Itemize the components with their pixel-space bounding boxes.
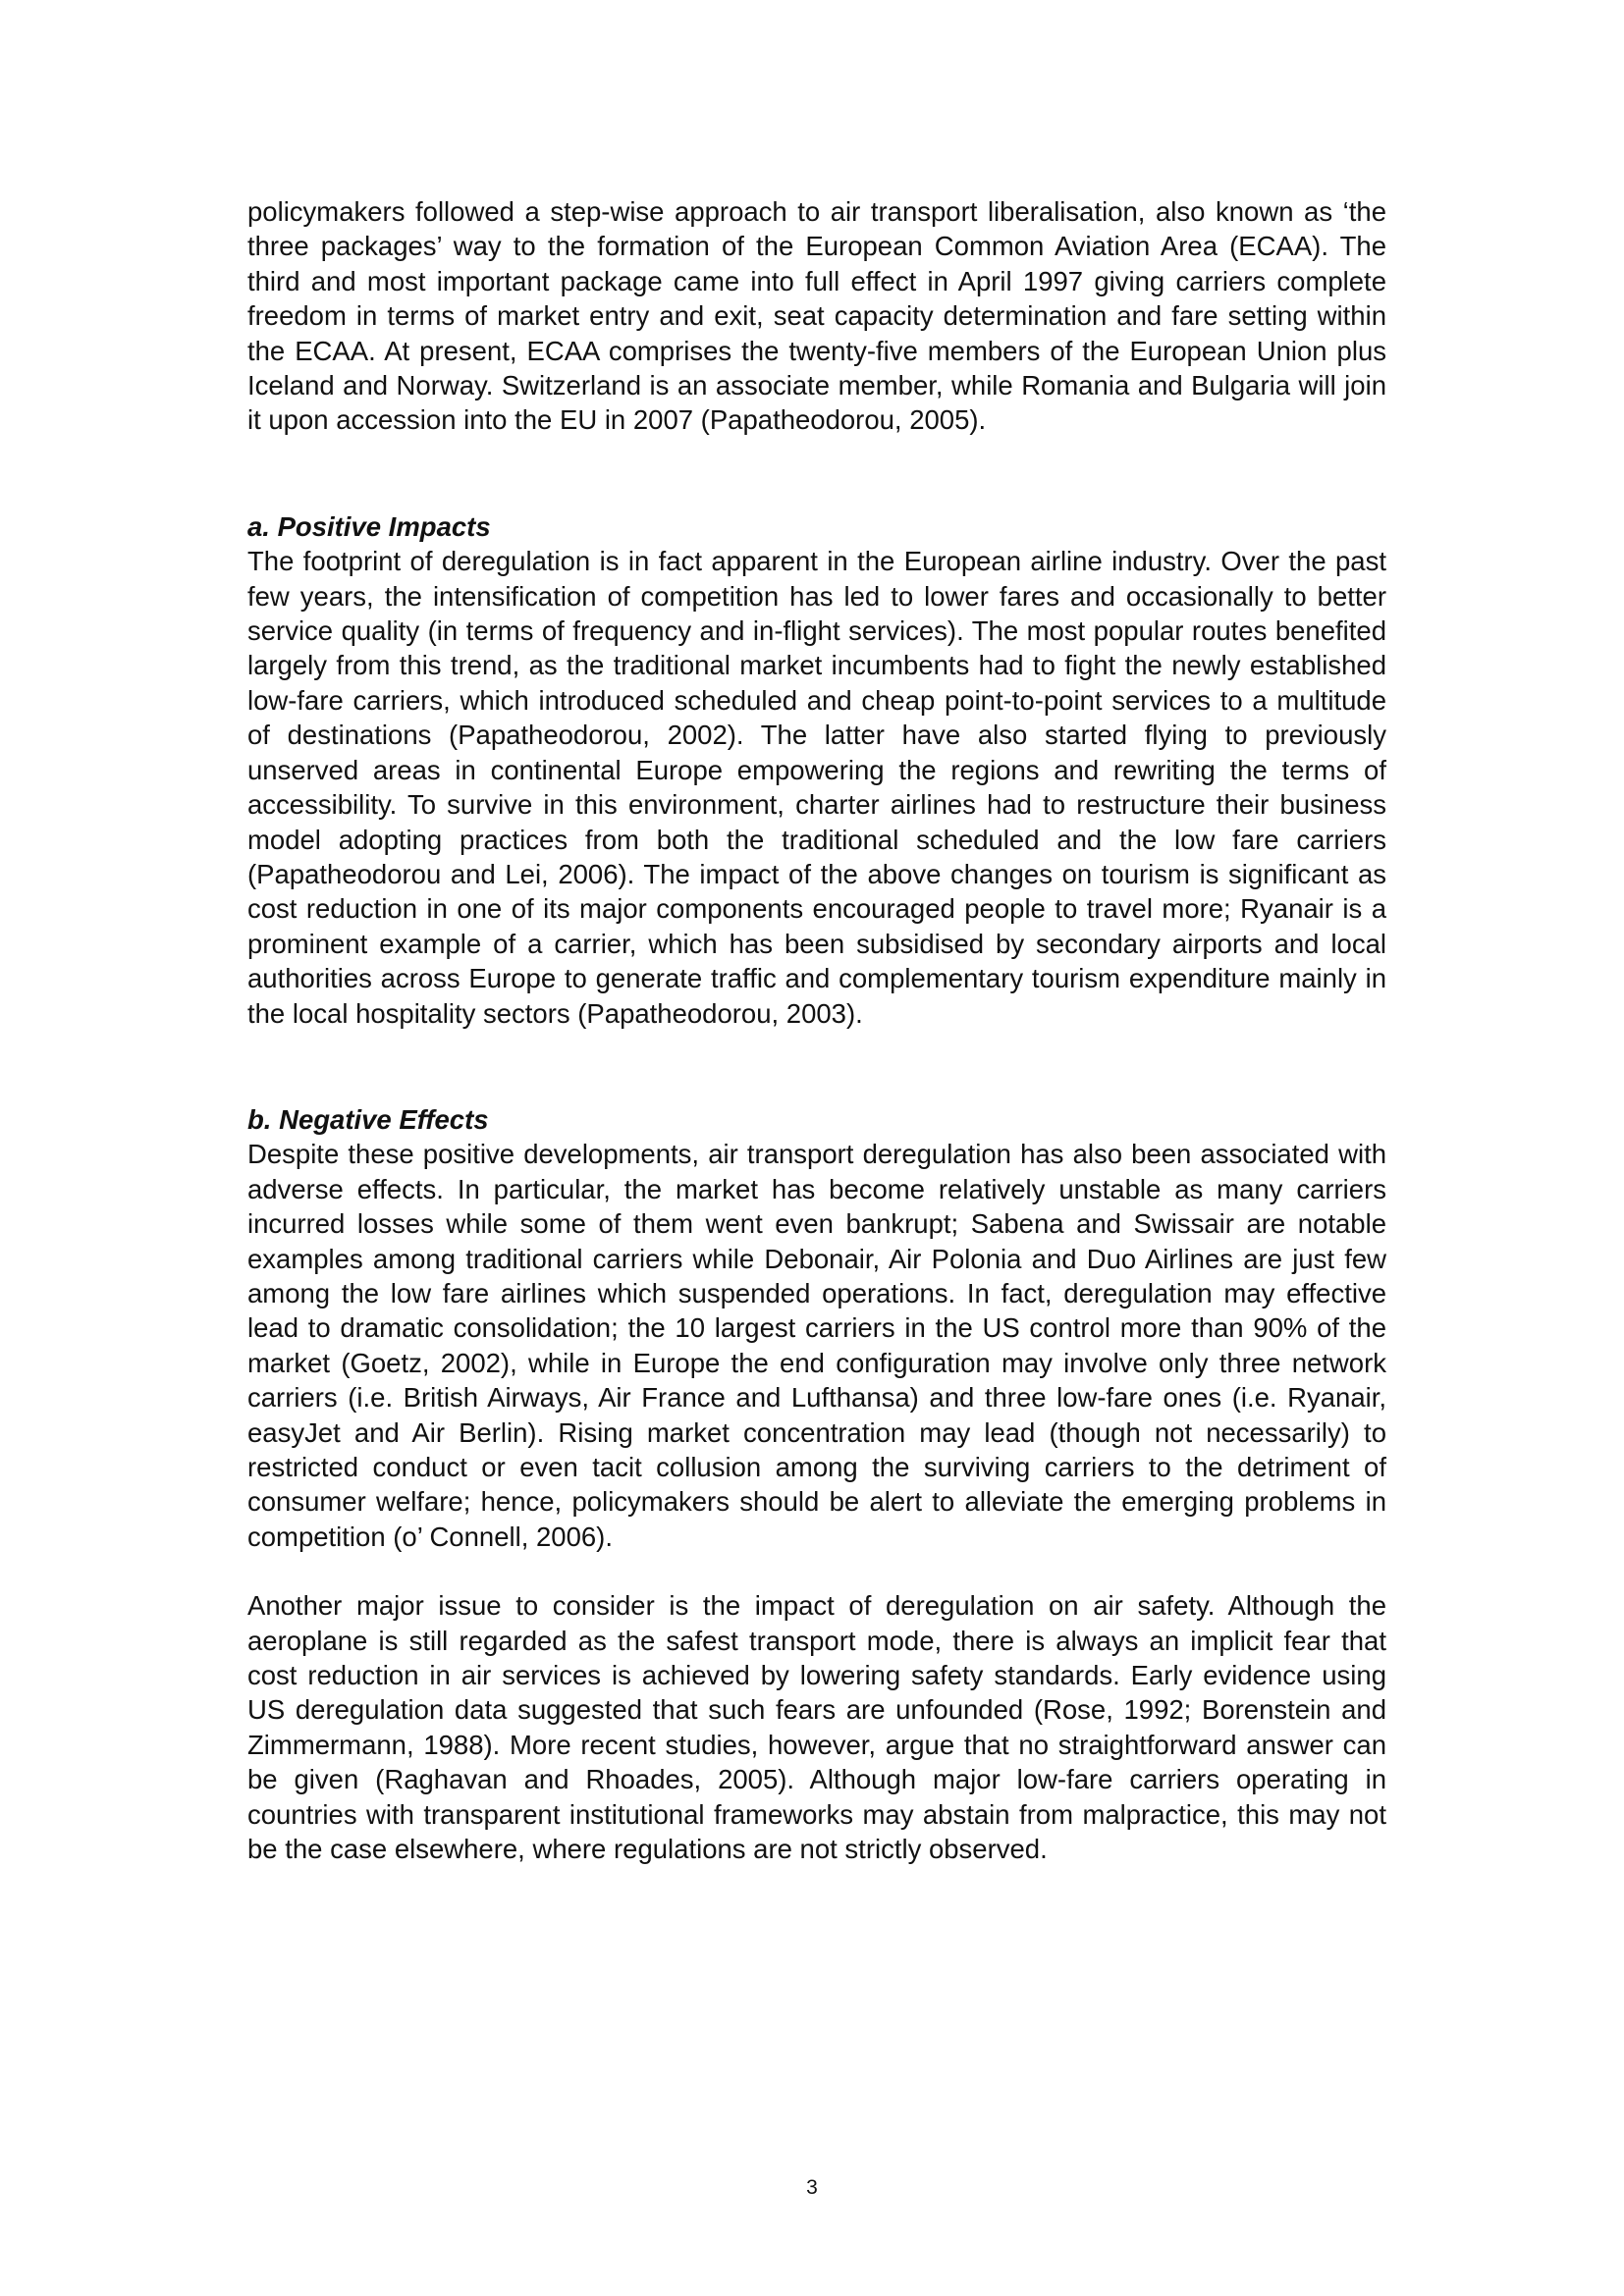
- intro-paragraph: policymakers followed a step-wise approach to air transport liberalisation, also known as ‘the three packages’ way to the formation of the European Common Aviation Area (ECAA). The third and most important package came into full effect in April 1997 giving carriers complete freedom in terms of market entry and exit, seat capacity determination and fare setting within the ECAA. At present, ECAA comprises the twenty-five members of the European Union plus Iceland and Norway. Switzerland is an associate member, while Romania and Bulgaria will join it upon accession into the EU in 2007 (Papatheodorou, 2005).: [247, 196, 1386, 436]
- section-heading-positive-impacts: a. Positive Impacts: [247, 510, 491, 542]
- page-number: 3: [806, 2176, 818, 2199]
- positive-impacts-paragraph: The footprint of deregulation is in fact apparent in the European airline industry. Over the past few years, the intensification of competition has led to lower fares and occasionally to better service quality (in terms of frequency and in-flight services). The most popular routes benefited largely from this trend, as the traditional market incumbents had to fight the newly established low-fare carriers, which introduced scheduled and cheap point-to-point services to a multitude of destinations (Papatheodorou, 2002). The latter have also started flying to previously unserved areas in continental Europe empowering the regions and rewriting the terms of accessibility. To survive in this environment, charter airlines had to restructure their business model adopting practices from both the traditional scheduled and the low fare carriers (Papatheodorou and Lei, 2006). The impact of the above changes on tourism is significant as cost reduction in one of its major components encouraged people to travel more; Ryanair is a prominent example of a carrier, which has been subsidised by secondary airports and local authorities across Europe to generate traffic and complementary tourism expenditure mainly in the local hospitality sectors (Papatheodorou, 2003).: [247, 546, 1386, 1029]
- section-heading-negative-effects: b. Negative Effects: [247, 1103, 489, 1135]
- paragraph-spacer: [247, 1554, 1386, 1588]
- document-body: [247, 194, 1386, 1866]
- negative-effects-paragraph-1: Despite these positive developments, air transport deregulation has also been associated with adverse effects. In particular, the market has become relatively unstable as many carriers incurred losses while some of them went even bankrupt; Sabena and Swissair are notable examples among traditional carriers while Debonair, Air Polonia and Duo Airlines are just few among the low fare airlines which suspended operations. In fact, deregulation may effective lead to dramatic consolidation; the 10 largest carriers in the US control more than 90% of the market (Goetz, 2002), while in Europe the end configuration may involve only three network carriers (i.e. British Airways, Air France and Lufthansa) and three low-fare ones (i.e. Ryanair, easyJet and Air Berlin). Rising market concentration may lead (though not necessarily) to restricted conduct or even tacit collusion among the surviving carriers to the detriment of consumer welfare; hence, policymakers should be alert to alleviate the emerging problems in competition (o’ Connell, 2006).: [247, 1139, 1386, 1552]
- section-spacer: [247, 438, 1386, 509]
- section-spacer: [247, 1031, 1386, 1102]
- negative-effects-paragraph-2: Another major issue to consider is the impact of deregulation on air safety. Although the aeroplane is still regarded as the safest transport mode, there is always an implicit fear that cost reduction in air services is achieved by lowering safety standards. Early evidence using US deregulation data suggested that such fears are unfounded (Rose, 1992; Borenstein and Zimmermann, 1988). More recent studies, however, argue that no straightforward answer can be given (Raghavan and Rhoades, 2005). Although major low-fare carriers operating in countries with transparent institutional frameworks may abstain from malpractice, this may not be the case elsewhere, where regulations are not strictly observed.: [247, 1590, 1386, 1865]
